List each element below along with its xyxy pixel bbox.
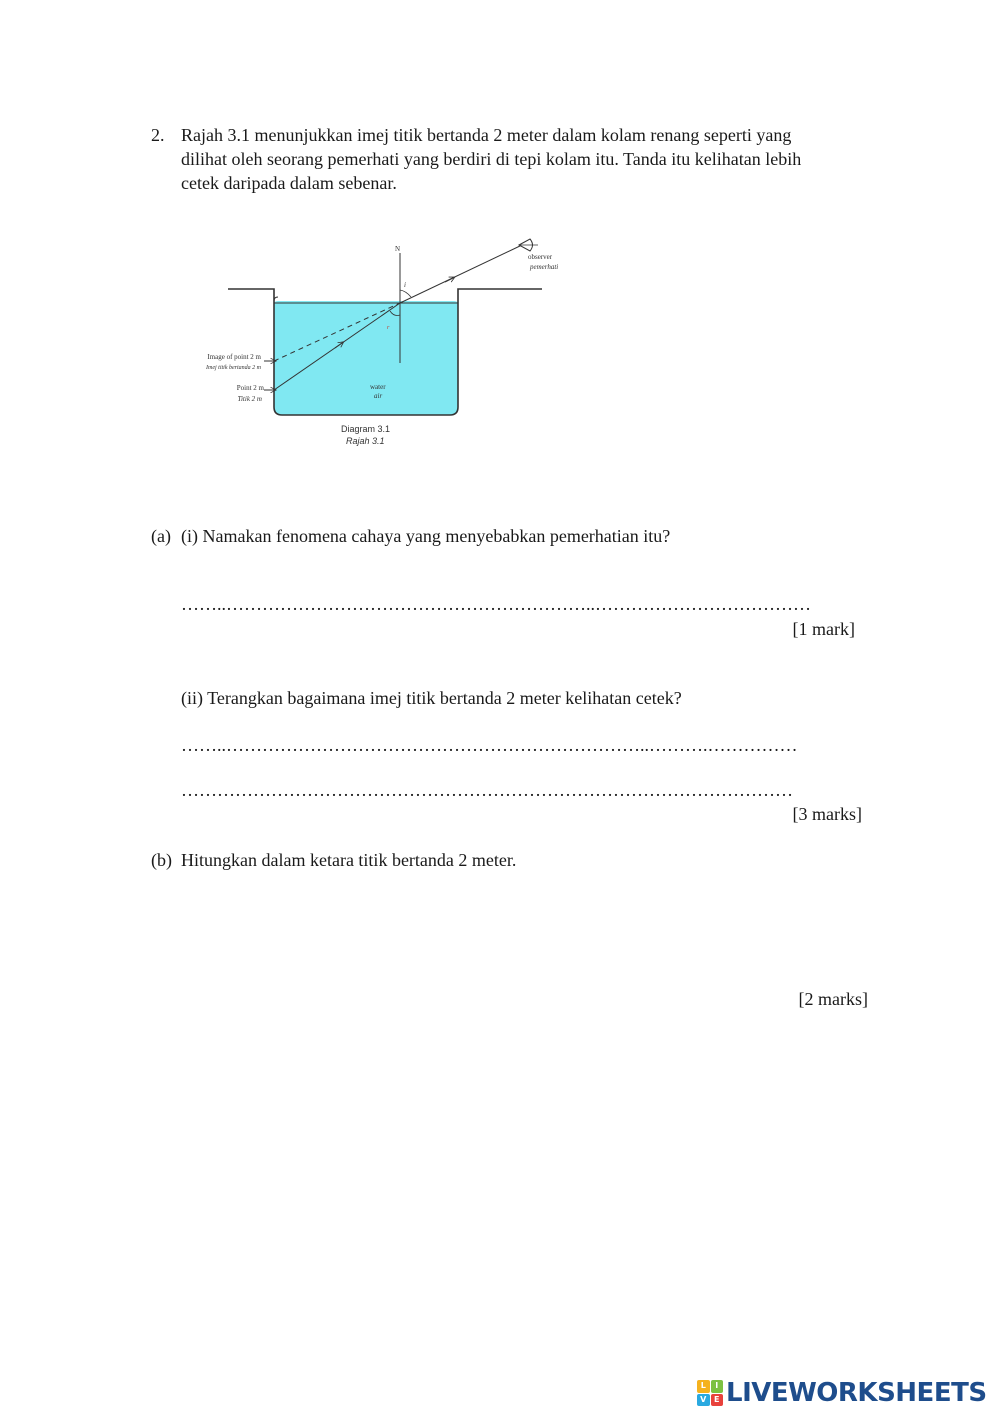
question-b: Hitungkan dalam ketara titik bertanda 2 meter.	[181, 850, 517, 870]
diagram-caption-ms: Rajah 3.1	[346, 436, 385, 446]
point-label-en: Point 2 m	[236, 384, 264, 392]
mark-a-ii: [3 marks]	[792, 804, 862, 824]
logo-letter: L	[697, 1380, 710, 1393]
logo-letter: E	[711, 1394, 724, 1407]
eye-icon	[519, 239, 538, 251]
logo-letter: I	[711, 1380, 724, 1393]
mark-b: [2 marks]	[798, 989, 868, 1009]
brand-logo-icon	[697, 1380, 723, 1406]
logo-letter: V	[697, 1394, 710, 1407]
intro-line: cetek daripada dalam sebenar.	[181, 173, 397, 193]
angle-i-arc	[400, 290, 411, 297]
normal-label: N	[395, 245, 401, 253]
refracted-ray	[400, 245, 522, 303]
image-label-en: Image of point 2 m	[207, 353, 261, 361]
water-label-ms: air	[374, 392, 383, 400]
angle-r-label: r	[387, 325, 390, 331]
answer-line[interactable]: …………………………………………………………………………………………	[181, 780, 793, 800]
observer-label-ms: pemerhati	[530, 263, 559, 271]
question-a-ii: (ii) Terangkan bagaimana imej titik bertanda 2 meter kelihatan cetek?	[181, 688, 682, 708]
water-label-en: water	[370, 383, 386, 391]
question-number: 2.	[151, 125, 165, 145]
refracted-arrow	[445, 278, 453, 282]
brand-text: LIVEWORKSHEETS	[726, 1378, 987, 1408]
question-intro	[181, 123, 901, 195]
answer-line[interactable]: ……..……………………………………………………………..……….……………	[181, 735, 798, 755]
image-label-ms: Imej titik bertanda 2 m	[206, 365, 261, 371]
liveworksheets-logo	[697, 1377, 987, 1409]
water-region	[274, 301, 458, 415]
intro-line: Rajah 3.1 menunjukkan imej titik bertanda 2 meter dalam kolam renang seperti yang	[181, 125, 792, 145]
angle-i-label: i	[404, 281, 406, 289]
point-label-ms: Titik 2 m	[237, 395, 262, 403]
part-b-label: (b)	[151, 850, 172, 870]
intro-line: dilihat oleh seorang pemerhati yang berdiri di tepi kolam itu. Tanda itu kelihatan lebih	[181, 149, 802, 169]
answer-line[interactable]: ……..……………………………………………………..………………………………	[181, 594, 811, 614]
observer-label-en: observer	[528, 253, 553, 261]
mark-a-i: [1 mark]	[792, 619, 855, 639]
diagram-caption-en: Diagram 3.1	[341, 424, 391, 434]
refraction-diagram	[180, 235, 600, 460]
question-a-i: (i) Namakan fenomena cahaya yang menyebabkan pemerhatian itu?	[181, 526, 671, 546]
part-a-label: (a)	[151, 526, 171, 546]
